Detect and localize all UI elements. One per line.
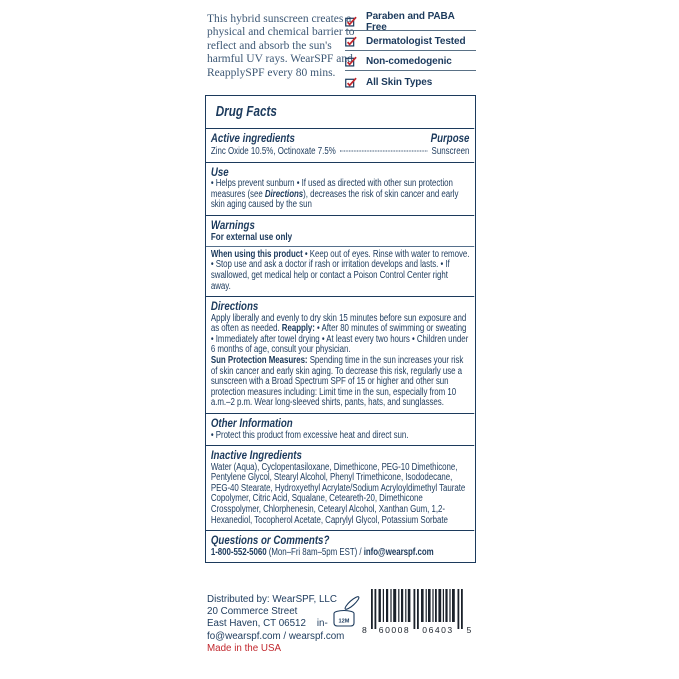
feature-checklist [345,10,476,94]
external-use-note: For external use only [210,232,293,244]
directions-heading: Directions [210,299,259,314]
warnings-divider [206,246,474,247]
section-inactive-ingredients [206,445,474,530]
dotted-leader [340,150,428,151]
barcode-digits-right: 06403 [422,625,454,635]
section-other-information [206,413,474,445]
inactive-ingredients-heading: Inactive Ingredients [210,448,302,463]
made-in-usa-label: Made in the USA [207,642,282,654]
ingredient-name: Zinc Oxide 10.5%, Octinoxate 7.5% [210,145,336,157]
checklist-item-label: Non-comedogenic [366,56,452,67]
barcode-digit-check: 5 [466,625,472,635]
purpose-heading: Purpose [430,131,470,145]
pao-12m-open-jar-icon [329,595,365,633]
checklist-item-label: Paraben and PABA Free [366,10,455,33]
questions-body: 1-800-552-5060 (Mon–Fri 8am–5pm EST) / info@wearspf.com [210,546,434,558]
distributor-address [207,594,344,655]
checkmark-icon [345,36,357,47]
checkmark-icon [345,56,357,67]
use-body: • Helps prevent sunburn • If used as directed with other sun protection measures (see Directions), decreases the risk of skin cancer and early skin aging caused by the sun [210,178,459,211]
section-warnings [206,215,474,296]
active-ingredient-row [211,146,470,158]
directions-body-2: Sun Protection Measures: Spending time in the sun increases your risk of skin cancer and early skin aging. To decrease this risk, regularly use a sunscreen with a Broad Spectrum SPF of 15 or higher and other sun protection measures including: Limit time in the sun, especially from 10 a.m.–2 p.m. Wear long-sleeved shirts, pants, hats, and sunglasses. [210,355,464,409]
warnings-body: When using this product • Keep out of eyes. Rinse with water to remove. • Stop use and ask a doctor if rash or irritation develops and lasts. • If swallowed, get medical help or contact a Poison Control Center right away. [210,248,470,292]
section-use [206,162,474,215]
address-line: East Haven, CT 06512 in- [207,618,328,630]
address-line: fo@wearspf.com / wearspf.com [207,630,345,642]
checklist-item [345,74,476,91]
checklist-item [345,34,476,51]
section-questions [206,530,474,562]
pao-period-label: 12M [338,618,350,625]
use-heading: Use [210,164,229,179]
barcode-digits-left: 60008 [378,625,411,635]
address-line: 20 Commerce Street [207,606,298,618]
checklist-item [345,10,476,33]
other-information-body: • Protect this product from excessive heat and direct sun. [210,429,409,441]
checklist-item-label: All Skin Types [366,76,433,88]
warnings-heading: Warnings [210,217,255,232]
directions-body-1: Apply liberally and evenly to dry skin 15 minutes before sun exposure and as often as needed. Reapply: • After 80 minutes of swimming or sweating • Immediately after towel drying • At least every two hours • Children under 6 months of age, consult your physician. [210,312,469,356]
section-active-ingredients [206,128,474,162]
active-ingredients-heading: Active ingredients [210,131,295,145]
questions-heading: Questions or Comments? [210,533,330,548]
checklist-item-label: Dermatologist Tested [366,36,466,47]
drug-facts-title: Drug Facts [215,104,277,120]
checklist-item [345,54,476,71]
barcode-digit-system: 8 [362,625,367,635]
checkmark-icon [345,77,357,88]
other-information-heading: Other Information [210,416,293,430]
drug-facts-title-section [206,96,474,128]
upc-barcode [361,589,473,641]
inactive-ingredients-body: Water (Aqua), Cyclopentasiloxane, Dimethicone, PEG-10 Dimethicone, Pentylene Glycol, Stearyl Alcohol, Phenyl Trimethicone, Isododecane, PEG-40 Stearate, Hydroxyethyl Acrylate/Sodium Acryloyldimethyl Taurate Copolymer, Citric Acid, Squalane, Ceteareth-20, Dimethicone Crosspolymer, Chlorphenesin, Cetearyl Alcohol, Xanthan Gum, 1,2-Hexanediol, Tocopherol Acetate, Caprylyl Glycol, Potassium Sorbate [210,461,466,526]
address-line: Distributed by: WearSPF, LLC [207,594,337,605]
drug-facts-panel [205,95,476,563]
section-directions [206,296,474,413]
checkmark-icon [345,16,357,27]
intro-description: This hybrid sunscreen creates a physical and chemical barrier to reflect and absorb the sun's harmful UV rays. WearSPF and ReapplySPF every 80 mins. [207,13,355,79]
ingredient-purpose: Sunscreen [431,145,470,157]
